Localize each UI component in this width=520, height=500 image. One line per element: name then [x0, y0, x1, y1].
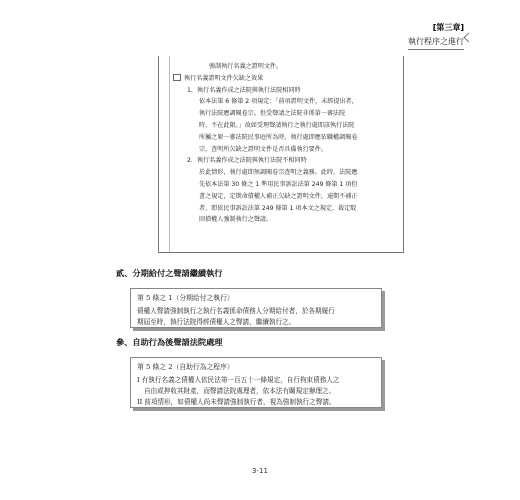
commentary-text: 書之規定，定期命債權人補正欠缺之證明文件，逾期不補正	[199, 192, 358, 200]
commentary-text: 所屬之原一審法院民事庭所為時，執行處即應依職權調閱卷	[199, 133, 358, 141]
commentary-text: 先依本法第 30 條之 1 準用民事訴訟法第 249 條第 1 項但	[199, 180, 358, 188]
commentary-sidebar	[159, 56, 170, 252]
commentary-text: 者，即依民事訴訟法第 249 條第 1 項本文之規定，裁定駁	[199, 204, 357, 212]
section-heading-self-help: 參、自助行為後聲請法院處理	[116, 337, 223, 347]
article-text-line: II 前項情形，如債權人尚未聲請強制執行者，視為強制執行之聲請。	[137, 398, 336, 406]
article-text-line: I 有執行名義之債權人依民法第一百五十一條規定，自行拘束債務人之	[137, 376, 340, 384]
commentary-text: 執行名義作成之法院與執行法院相同時	[197, 86, 301, 94]
commentary-text: 執行法院應調閱卷宗。但受聲請之法院非係第一審法院	[199, 110, 346, 118]
commentary-line	[173, 85, 397, 97]
commentary-line	[173, 96, 397, 108]
commentary-box	[158, 56, 404, 253]
commentary-content	[173, 61, 397, 226]
section-label: 執行程序之進行	[408, 36, 464, 50]
commentary-line	[173, 179, 397, 191]
section-heading-installment: 貳、分期給付之聲請繼續執行	[116, 268, 223, 278]
article-text-line: 債權人聲請強制執行之執行名義係命債務人分期給付者，於各期履行	[137, 307, 335, 315]
commentary-text: 時，不在此限。」故如受理聲請執行之執行處即該執行法院	[199, 121, 355, 129]
commentary-text: 執行名義證明文件欠缺之效果	[184, 74, 264, 82]
article-title: 第 5 條之 1（分期給付之執行）	[137, 294, 234, 302]
commentary-line	[173, 120, 397, 132]
commentary-text: 宗，查明所欠缺之證明文件是否具備執行要件。	[199, 145, 327, 153]
commentary-line	[173, 144, 397, 156]
page-number: 3-11	[252, 467, 268, 475]
commentary-line	[173, 203, 397, 215]
commentary-text: 依本法第 6 條第 2 項規定：「前項證明文件，未經提出者，	[199, 98, 358, 106]
note-icon	[173, 74, 181, 81]
article-title: 第 5 條之 2（自助行為之程序）	[137, 363, 234, 371]
commentary-line	[173, 73, 397, 85]
commentary-line	[173, 155, 397, 167]
item-number: 1.	[187, 86, 193, 94]
commentary-line	[173, 132, 397, 144]
commentary-line	[173, 214, 397, 226]
commentary-line	[173, 167, 397, 179]
commentary-text: 於此情形，執行處即無調閱卷宗查明之義務。此時，法院應	[199, 169, 358, 177]
article-text-line: 期屆至時，執行法院得經債權人之聲請，繼續執行之。	[137, 318, 296, 326]
commentary-text: 強制執行名義之證明文件。	[209, 63, 283, 70]
commentary-line	[173, 61, 397, 73]
article-box-5-2	[130, 357, 382, 408]
article-text-line: 自由或押收其財產，而聲請法院處理者，依本法有關規定辦理之。	[144, 387, 336, 395]
commentary-line	[173, 108, 397, 120]
article-box-5-1	[130, 288, 382, 328]
item-number: 2.	[187, 157, 193, 165]
header-marker-icon	[464, 33, 474, 43]
commentary-text: 執行名義作成之法院與執行法院不相同時	[197, 157, 307, 165]
commentary-text: 回債權人強制執行之聲請。	[199, 216, 273, 224]
chapter-label: [第三章]	[432, 23, 464, 32]
commentary-line	[173, 191, 397, 203]
